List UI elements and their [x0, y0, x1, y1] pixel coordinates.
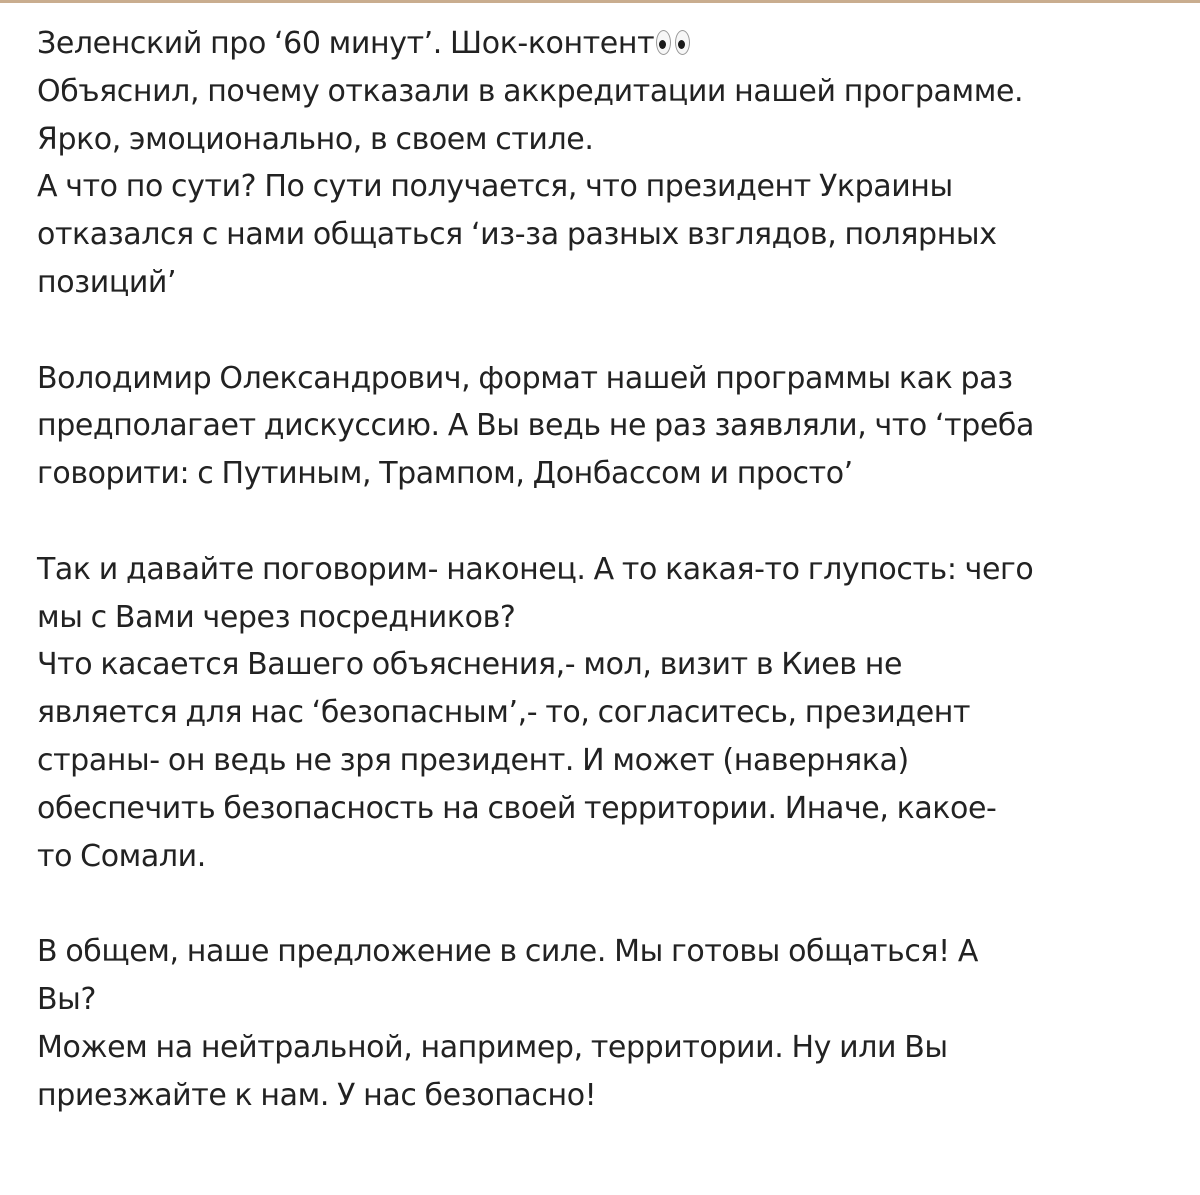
post-line: Можем на нейтральной, например, территории. Ну или Вы	[37, 1029, 948, 1065]
post-line: обеспечить безопасность на своей территории. Иначе, какое-	[37, 790, 997, 826]
post-line: Вы?	[37, 981, 96, 1017]
paragraph-gap	[37, 307, 1187, 355]
post-line-text: Зеленский про ‘60 минут’. Шок-контент	[37, 26, 655, 61]
post-line: говорити: с Путиным, Трампом, Донбассом и просто’	[37, 456, 853, 492]
post-line: приезжайте к нам. У нас безопасно!	[37, 1077, 597, 1113]
paragraph-gap	[37, 498, 1187, 546]
post-line: предполагает дискуссию. А Вы ведь не раз заявляли, что ‘треба	[37, 408, 1035, 444]
post-line	[37, 20, 1187, 68]
post-line: является для нас ‘безопасным’,- то, согласитесь, президент	[37, 695, 971, 731]
post-line: то Сомали.	[37, 838, 206, 874]
post-line: Володимир Олександрович, формат нашей программы как раз	[37, 360, 1013, 396]
message-text	[37, 20, 1187, 1119]
post-line: Что касается Вашего объяснения,- мол, визит в Киев не	[37, 647, 902, 683]
eyes-emoji-icon	[655, 28, 695, 58]
post-line: А что по сути? По сути получается, что президент Украины	[37, 169, 953, 205]
post-line: Объяснил, почему отказали в аккредитации нашей программе.	[37, 73, 1024, 109]
left-eye	[656, 30, 671, 55]
paragraph-gap	[37, 880, 1187, 928]
post-line: отказался с нами общаться ‘из-за разных взглядов, полярных	[37, 217, 997, 253]
post-line: позиций’	[37, 264, 177, 300]
post-line: мы с Вами через посредников?	[37, 599, 516, 635]
post-line: Ярко, эмоционально, в своем стиле.	[37, 121, 594, 157]
post-line: страны- он ведь не зря президент. И может (наверняка)	[37, 742, 909, 778]
post-line: Так и давайте поговорим- наконец. А то какая-то глупость: чего	[37, 551, 1034, 587]
top-border	[0, 0, 1200, 3]
post-line: В общем, наше предложение в силе. Мы готовы общаться! А	[37, 934, 978, 970]
right-eye	[675, 30, 690, 55]
